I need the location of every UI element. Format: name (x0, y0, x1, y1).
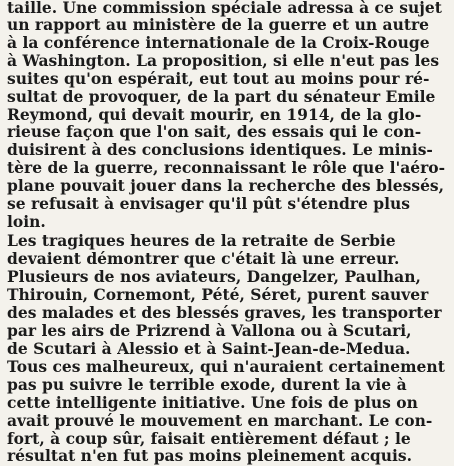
text-line: Plusieurs de nos aviateurs, Dangelzer, Paulhan, (7, 267, 421, 286)
text-line: sultat de provoquer, de la part du sénateur Emile (7, 87, 436, 106)
text-line: plane pouvait jouer dans la recherche des blessés, (7, 176, 445, 195)
text-line: fort, à coup sûr, faisait entièrement défaut ; le (7, 429, 411, 448)
text-line: duisirent à des conclusions identiques. Le minis- (7, 140, 433, 159)
text-line: à Washington. La proposition, si elle n'eut pas les (7, 51, 440, 70)
text-line: se refusait à envisager qu'il pût s'étendre plus (7, 194, 410, 213)
text-line: Les tragiques heures de la retraite de Serbie (7, 231, 396, 250)
text-line: tère de la guerre, reconnaissant le rôle que l'aéro- (7, 158, 446, 177)
text-line: suites qu'on espérait, eut tout au moins pour ré- (7, 69, 430, 88)
text-line: avait prouvé le mouvement en marchant. Le con- (7, 411, 433, 430)
text-line: de Scutari à Alessio et à Saint-Jean-de-Medua. (7, 339, 411, 358)
text-line: Tous ces malheureux, qui n'auraient certainement (7, 357, 445, 376)
text-line: par les airs de Prizrend à Vallona ou à Scutari, (7, 321, 412, 340)
text-line: taille. Une commission spéciale adressa à ce sujet (7, 0, 442, 17)
text-line: à la conférence internationale de la Croix-Rouge (7, 33, 430, 52)
text-line: un rapport au ministère de la guerre et un autre (7, 15, 430, 34)
text-line: rieuse façon que l'on sait, des essais qui le con- (7, 122, 422, 141)
text-line: résultat n'en fut pas moins pleinement acquis. (7, 446, 413, 465)
text-line: Reymond, qui devait mourir, en 1914, de la glo- (7, 105, 422, 124)
text-line: Thirouin, Cornemont, Pété, Séret, purent sauver (7, 285, 429, 304)
text-line: cette intelligente initiative. Une fois de plus on (7, 393, 418, 412)
text-line: devaient démontrer que c'était là une erreur. (7, 249, 400, 268)
text-line: des malades et des blessés graves, les transporter (7, 303, 442, 322)
text-line: pas pu suivre le terrible exode, durent la vie à (7, 375, 407, 394)
text-line: loin. (7, 212, 46, 231)
